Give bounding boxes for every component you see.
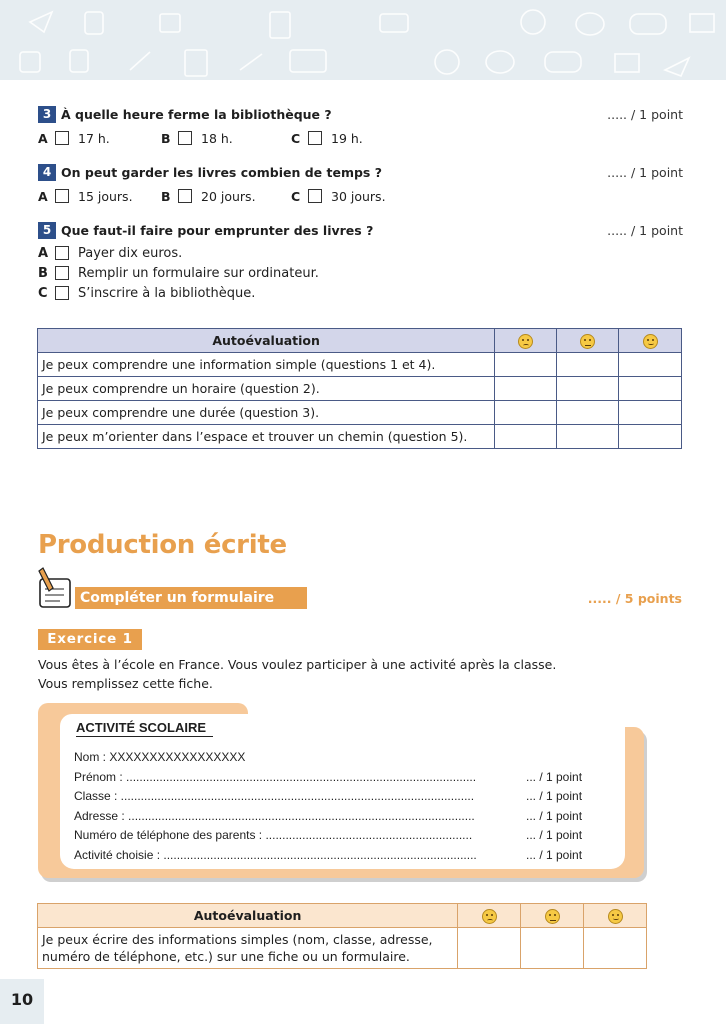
doodle-pattern bbox=[0, 0, 726, 80]
total-points: ..... / 5 points bbox=[587, 591, 682, 606]
info-icon-2 bbox=[435, 50, 459, 74]
sad-cell[interactable] bbox=[458, 928, 521, 969]
page-number: 10 bbox=[0, 979, 44, 1024]
field-label: Adresse : ........................................................................................................ bbox=[74, 809, 475, 823]
table-row bbox=[38, 928, 647, 969]
checkbox[interactable] bbox=[55, 246, 69, 260]
row-label: Je peux comprendre une durée (question 3). bbox=[38, 401, 495, 425]
bubble-icon bbox=[486, 51, 514, 73]
question-points: ..... / 1 point bbox=[607, 222, 683, 238]
field-points: ... / 1 point bbox=[526, 828, 583, 842]
happy-face-header bbox=[619, 329, 682, 353]
row-label: Je peux écrire des informations simples (nom, classe, adresse, numéro de téléphone, etc.) sur une fiche ou un formulaire. bbox=[38, 928, 458, 969]
header-banner bbox=[0, 0, 726, 80]
happy-cell[interactable] bbox=[619, 377, 682, 401]
form-row-telephone[interactable] bbox=[74, 828, 594, 846]
pencil-notepad-icon bbox=[36, 565, 76, 611]
table-header: Autoévaluation bbox=[38, 329, 495, 353]
neutral-face-icon bbox=[545, 909, 560, 924]
option-c[interactable]: C 19 h. bbox=[291, 130, 363, 146]
mail-icon-2 bbox=[615, 54, 639, 72]
question-number: 3 bbox=[38, 106, 56, 123]
question-3 bbox=[38, 105, 683, 148]
phone-icon-2 bbox=[70, 50, 88, 72]
row-label: Je peux comprendre une information simple (questions 1 et 4). bbox=[38, 353, 495, 377]
field-label: Activité choisie : .............................................................................................. bbox=[74, 848, 477, 862]
sad-face-header bbox=[495, 329, 557, 353]
neutral-face-icon bbox=[580, 334, 595, 349]
info-icon bbox=[521, 10, 545, 34]
option-a[interactable]: A 17 h. bbox=[38, 130, 110, 146]
option-c[interactable]: C 30 jours. bbox=[291, 188, 386, 204]
neutral-face-header bbox=[557, 329, 619, 353]
neutral-cell[interactable] bbox=[557, 401, 619, 425]
autoevaluation-table-1 bbox=[37, 328, 682, 449]
question-5 bbox=[38, 221, 683, 303]
sad-face-icon bbox=[518, 334, 533, 349]
camera-icon bbox=[20, 52, 40, 72]
question-text: On peut garder les livres combien de temps ? bbox=[61, 164, 382, 180]
happy-face-icon bbox=[608, 909, 623, 924]
question-text: Que faut-il faire pour emprunter des livres ? bbox=[61, 222, 374, 238]
pen-icon bbox=[130, 52, 150, 70]
notepad-icon bbox=[185, 50, 207, 76]
table-row bbox=[38, 425, 682, 449]
field-label: Prénom : ......................................................................................................... bbox=[74, 770, 477, 784]
question-points: ..... / 1 point bbox=[607, 164, 683, 180]
field-label: Classe : .......................................................................................................... bbox=[74, 789, 475, 803]
instruction-line-2: Vous remplissez cette fiche. bbox=[38, 676, 213, 691]
instructions bbox=[38, 655, 556, 693]
instruction-line-1: Vous êtes à l’école en France. Vous voulez participer à une activité après la classe. bbox=[38, 657, 557, 672]
form-row-prenom[interactable] bbox=[74, 770, 594, 788]
table-header: Autoévaluation bbox=[38, 904, 458, 928]
chat-bubble-icon bbox=[380, 14, 408, 32]
happy-cell[interactable] bbox=[619, 401, 682, 425]
checkbox[interactable] bbox=[178, 189, 192, 203]
neutral-cell[interactable] bbox=[557, 377, 619, 401]
happy-cell[interactable] bbox=[619, 425, 682, 449]
neutral-cell[interactable] bbox=[557, 353, 619, 377]
option-c[interactable]: C S’inscrire à la bibliothèque. bbox=[38, 285, 256, 301]
happy-face-icon bbox=[643, 334, 658, 349]
checkbox[interactable] bbox=[55, 131, 69, 145]
row-label: Je peux comprendre un horaire (question 2). bbox=[38, 377, 495, 401]
laptop-icon bbox=[290, 50, 326, 72]
checkbox[interactable] bbox=[308, 131, 322, 145]
question-text: À quelle heure ferme la bibliothèque ? bbox=[61, 106, 332, 122]
question-4 bbox=[38, 163, 683, 206]
option-b[interactable]: B Remplir un formulaire sur ordinateur. bbox=[38, 265, 319, 281]
document-icon bbox=[270, 12, 290, 38]
exercise-tag: Exercice 1 bbox=[38, 629, 142, 650]
tablet-icon-2 bbox=[545, 52, 581, 72]
checkbox[interactable] bbox=[55, 189, 69, 203]
option-b[interactable]: B 20 jours. bbox=[161, 188, 256, 204]
happy-cell[interactable] bbox=[619, 353, 682, 377]
field-label: Numéro de téléphone des parents : .............................................................. bbox=[74, 828, 473, 842]
paper-plane-icon bbox=[30, 12, 52, 32]
subtitle-bar: Compléter un formulaire bbox=[75, 587, 307, 609]
row-label: Je peux m’orienter dans l’espace et trouver un chemin (question 5). bbox=[38, 425, 495, 449]
form-row-nom[interactable] bbox=[74, 750, 594, 768]
autoevaluation-table-2 bbox=[37, 903, 647, 969]
question-number: 5 bbox=[38, 222, 56, 239]
neutral-cell[interactable] bbox=[521, 928, 584, 969]
field-points: ... / 1 point bbox=[526, 770, 583, 784]
table-row bbox=[38, 401, 682, 425]
table-row bbox=[38, 377, 682, 401]
table-row bbox=[38, 353, 682, 377]
field-points: ... / 1 point bbox=[526, 809, 583, 823]
question-number: 4 bbox=[38, 164, 56, 181]
pencil-doodle-icon bbox=[240, 54, 262, 70]
field-points: ... / 1 point bbox=[526, 789, 583, 803]
question-points: ..... / 1 point bbox=[607, 106, 683, 122]
checkbox[interactable] bbox=[55, 286, 69, 300]
sad-cell[interactable] bbox=[495, 353, 557, 377]
speaker-icon bbox=[160, 14, 180, 32]
field-points: ... / 1 point bbox=[526, 848, 583, 862]
sad-cell[interactable] bbox=[495, 425, 557, 449]
option-b[interactable]: B 18 h. bbox=[161, 130, 233, 146]
paper-plane-icon-2 bbox=[665, 58, 689, 76]
tablet-icon bbox=[630, 14, 666, 34]
sad-cell[interactable] bbox=[495, 377, 557, 401]
sad-face-header bbox=[458, 904, 521, 928]
form-row-adresse[interactable] bbox=[74, 809, 594, 827]
happy-cell[interactable] bbox=[584, 928, 647, 969]
checkbox[interactable] bbox=[178, 131, 192, 145]
field-label: Nom : XXXXXXXXXXXXXXXXX bbox=[74, 750, 246, 764]
form-row-activite[interactable] bbox=[74, 848, 594, 866]
checkbox[interactable] bbox=[55, 266, 69, 280]
sad-face-icon bbox=[482, 909, 497, 924]
speech-icon bbox=[576, 13, 604, 35]
checkbox[interactable] bbox=[308, 189, 322, 203]
option-a[interactable]: A Payer dix euros. bbox=[38, 245, 183, 261]
sad-cell[interactable] bbox=[495, 401, 557, 425]
mail-icon bbox=[690, 14, 714, 32]
neutral-cell[interactable] bbox=[557, 425, 619, 449]
form-title: ACTIVITÉ SCOLAIRE bbox=[76, 720, 213, 737]
form-row-classe[interactable] bbox=[74, 789, 594, 807]
section-title: Production écrite bbox=[38, 530, 287, 560]
phone-icon bbox=[85, 12, 103, 34]
option-a[interactable]: A 15 jours. bbox=[38, 188, 133, 204]
happy-face-header bbox=[584, 904, 647, 928]
neutral-face-header bbox=[521, 904, 584, 928]
